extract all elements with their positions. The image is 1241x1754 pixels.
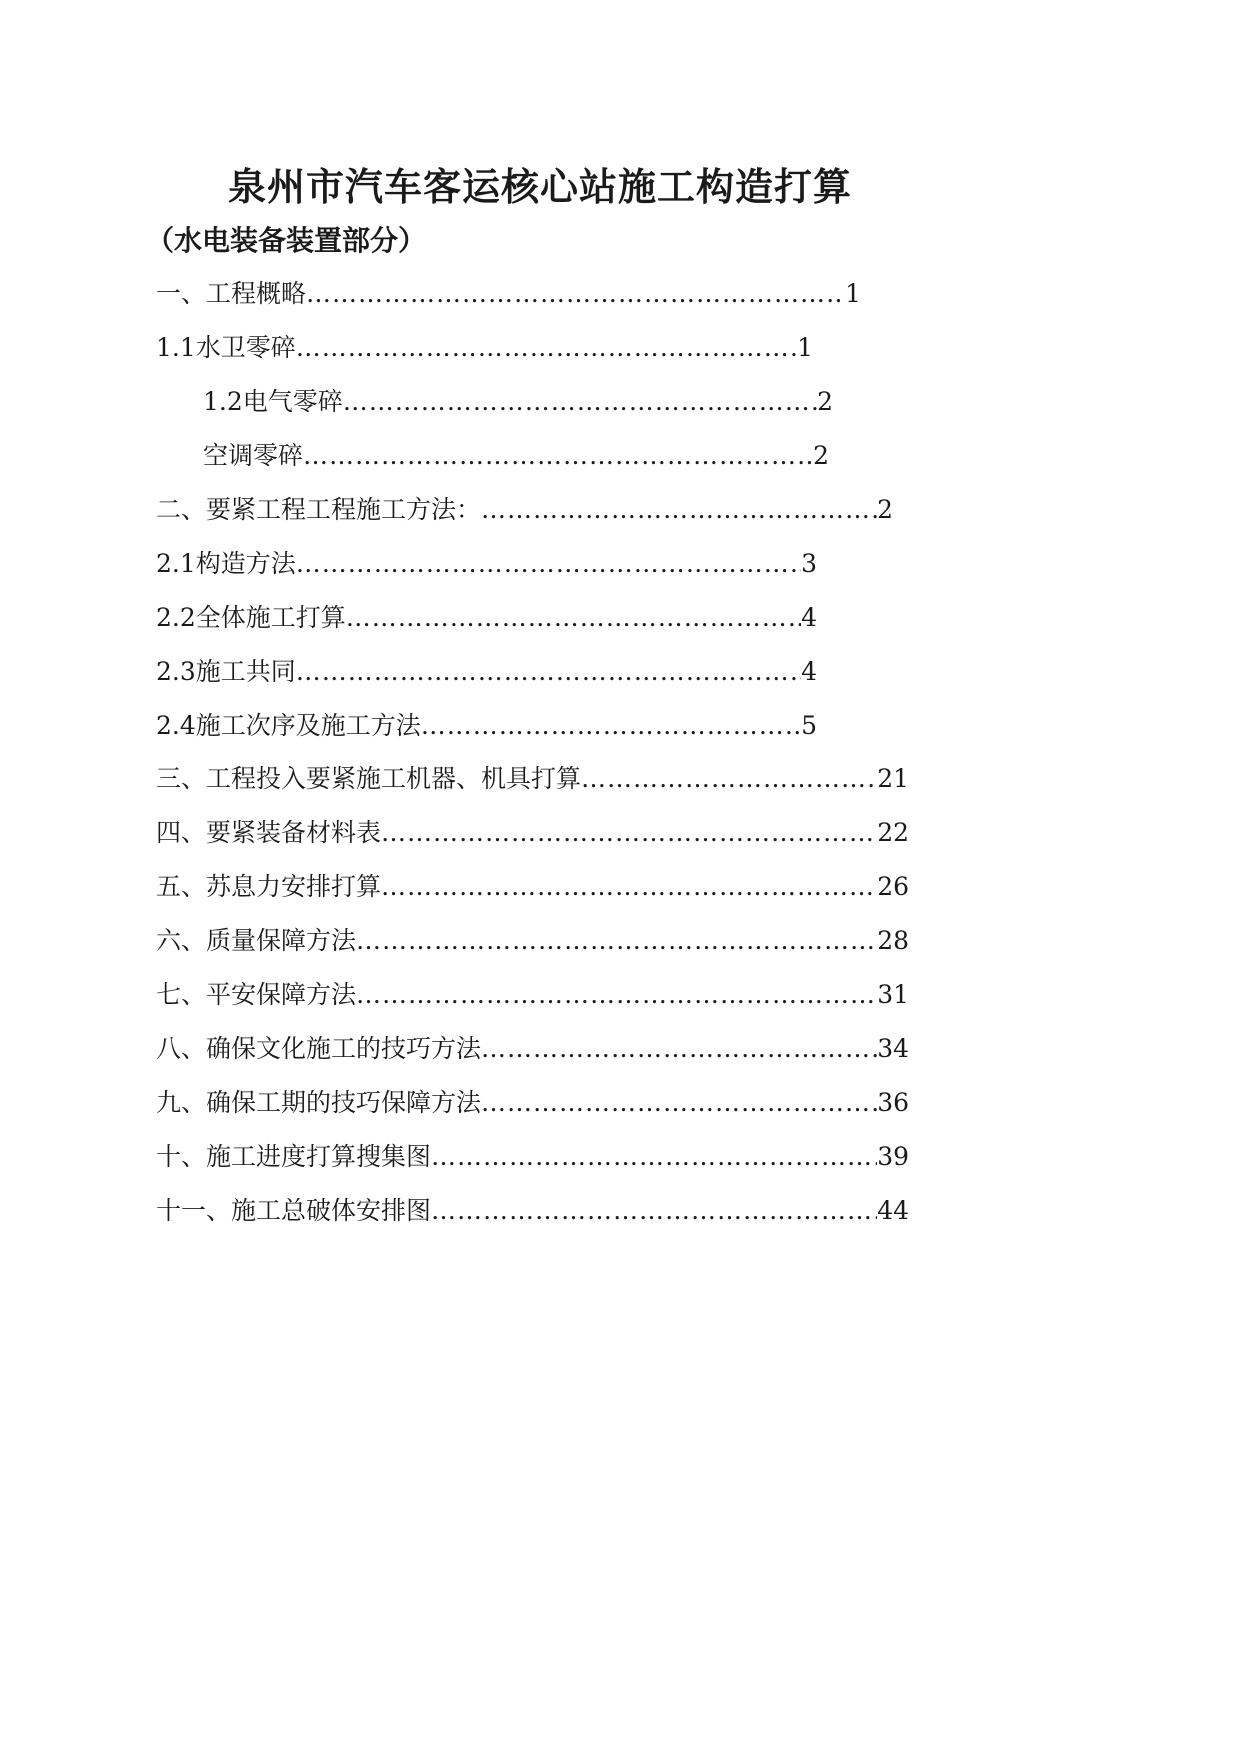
toc-leader bbox=[481, 1031, 877, 1067]
toc-leader bbox=[431, 1139, 877, 1175]
toc-entry[interactable] bbox=[156, 654, 817, 690]
toc-leader bbox=[481, 1085, 877, 1121]
toc-entry-label: 四、要紧装备材料表 bbox=[156, 818, 382, 847]
toc-entry-label: 七、平安保障方法 bbox=[156, 980, 357, 1009]
toc-page-number: 5 bbox=[801, 711, 817, 740]
toc-entry-label: 2.4施工次序及施工方法 bbox=[156, 711, 421, 740]
toc-entry-label: 一、工程概略 bbox=[156, 279, 307, 308]
toc-entry[interactable] bbox=[156, 1193, 909, 1229]
toc-entry-label: 1.1水卫零碎 bbox=[156, 333, 296, 362]
toc-leader bbox=[356, 977, 877, 1013]
toc-entry-label: 十、施工进度打算搜集图 bbox=[156, 1142, 432, 1171]
toc-entry-label: 空调零碎 bbox=[203, 441, 304, 470]
toc-leader bbox=[343, 384, 817, 420]
toc-entry[interactable] bbox=[156, 330, 813, 366]
toc-page-number: 26 bbox=[877, 872, 909, 901]
toc-leader bbox=[346, 600, 801, 636]
toc-entry-label: 九、确保工期的技巧保障方法 bbox=[156, 1088, 482, 1117]
toc-page-number: 28 bbox=[877, 926, 909, 955]
toc-entry[interactable] bbox=[203, 384, 833, 420]
toc-entry-label: 五、苏息力安排打算 bbox=[156, 872, 382, 901]
toc-entry[interactable] bbox=[156, 492, 893, 528]
toc-entry[interactable] bbox=[156, 977, 909, 1013]
toc-leader bbox=[481, 492, 877, 528]
toc-entry-label: 六、质量保障方法 bbox=[156, 926, 357, 955]
toc-entry-label: 2.1构造方法 bbox=[156, 549, 296, 578]
toc-page-number: 4 bbox=[801, 603, 817, 632]
toc-entry-label: 2.2全体施工打算 bbox=[156, 603, 346, 632]
toc-leader bbox=[381, 815, 877, 851]
toc-page-number: 22 bbox=[877, 818, 909, 847]
toc-entry-label: 二、要紧工程工程施工方法： bbox=[156, 495, 482, 524]
toc-entry-label: 十一、施工总破体安排图 bbox=[156, 1196, 432, 1225]
toc-page-number: 34 bbox=[877, 1034, 909, 1063]
toc-leader bbox=[381, 869, 877, 905]
toc-entry[interactable] bbox=[156, 923, 909, 959]
toc-leader bbox=[581, 761, 877, 797]
toc-entry[interactable] bbox=[203, 438, 829, 474]
toc-entry[interactable] bbox=[156, 600, 817, 636]
toc-entry[interactable] bbox=[156, 276, 861, 312]
document-subtitle: （水电装备装置部分） bbox=[146, 224, 427, 257]
toc-leader bbox=[303, 438, 813, 474]
toc-page-number: 31 bbox=[877, 980, 909, 1009]
toc-entry[interactable] bbox=[156, 1085, 909, 1121]
toc-page-number: 21 bbox=[877, 764, 909, 793]
toc-entry[interactable] bbox=[156, 761, 909, 797]
toc-page-number: 2 bbox=[877, 495, 893, 524]
toc-leader bbox=[296, 654, 801, 690]
toc-page-number: 4 bbox=[801, 657, 817, 686]
toc-leader bbox=[306, 276, 845, 312]
toc-entry-label: 2.3施工共同 bbox=[156, 657, 296, 686]
toc-leader bbox=[431, 1193, 877, 1229]
toc-page-number: 1 bbox=[797, 333, 813, 362]
toc-page-number: 36 bbox=[877, 1088, 909, 1117]
toc-page-number: 2 bbox=[813, 441, 829, 470]
toc-entry[interactable] bbox=[156, 815, 909, 851]
toc-entry[interactable] bbox=[156, 546, 817, 582]
toc-leader bbox=[296, 330, 797, 366]
toc-entry[interactable] bbox=[156, 869, 909, 905]
toc-entry-label: 三、工程投入要紧施工机器、机具打算 bbox=[156, 764, 582, 793]
toc-page-number: 2 bbox=[817, 387, 833, 416]
toc-page-number: 3 bbox=[801, 549, 817, 578]
toc-entry-label: 八、确保文化施工的技巧方法 bbox=[156, 1034, 482, 1063]
toc-leader bbox=[296, 546, 801, 582]
toc-entry-label: 1.2电气零碎 bbox=[203, 387, 343, 416]
toc-page-number: 1 bbox=[845, 279, 861, 308]
toc-leader bbox=[356, 923, 877, 959]
toc-entry[interactable] bbox=[156, 1139, 909, 1175]
document-title: 泉州市汽车客运核心站施工构造打算 bbox=[227, 164, 852, 209]
toc-page-number: 39 bbox=[877, 1142, 909, 1171]
toc-page-number: 44 bbox=[877, 1196, 909, 1225]
toc-leader bbox=[421, 708, 801, 744]
toc-entry[interactable] bbox=[156, 1031, 909, 1067]
toc-entry[interactable] bbox=[156, 708, 817, 744]
